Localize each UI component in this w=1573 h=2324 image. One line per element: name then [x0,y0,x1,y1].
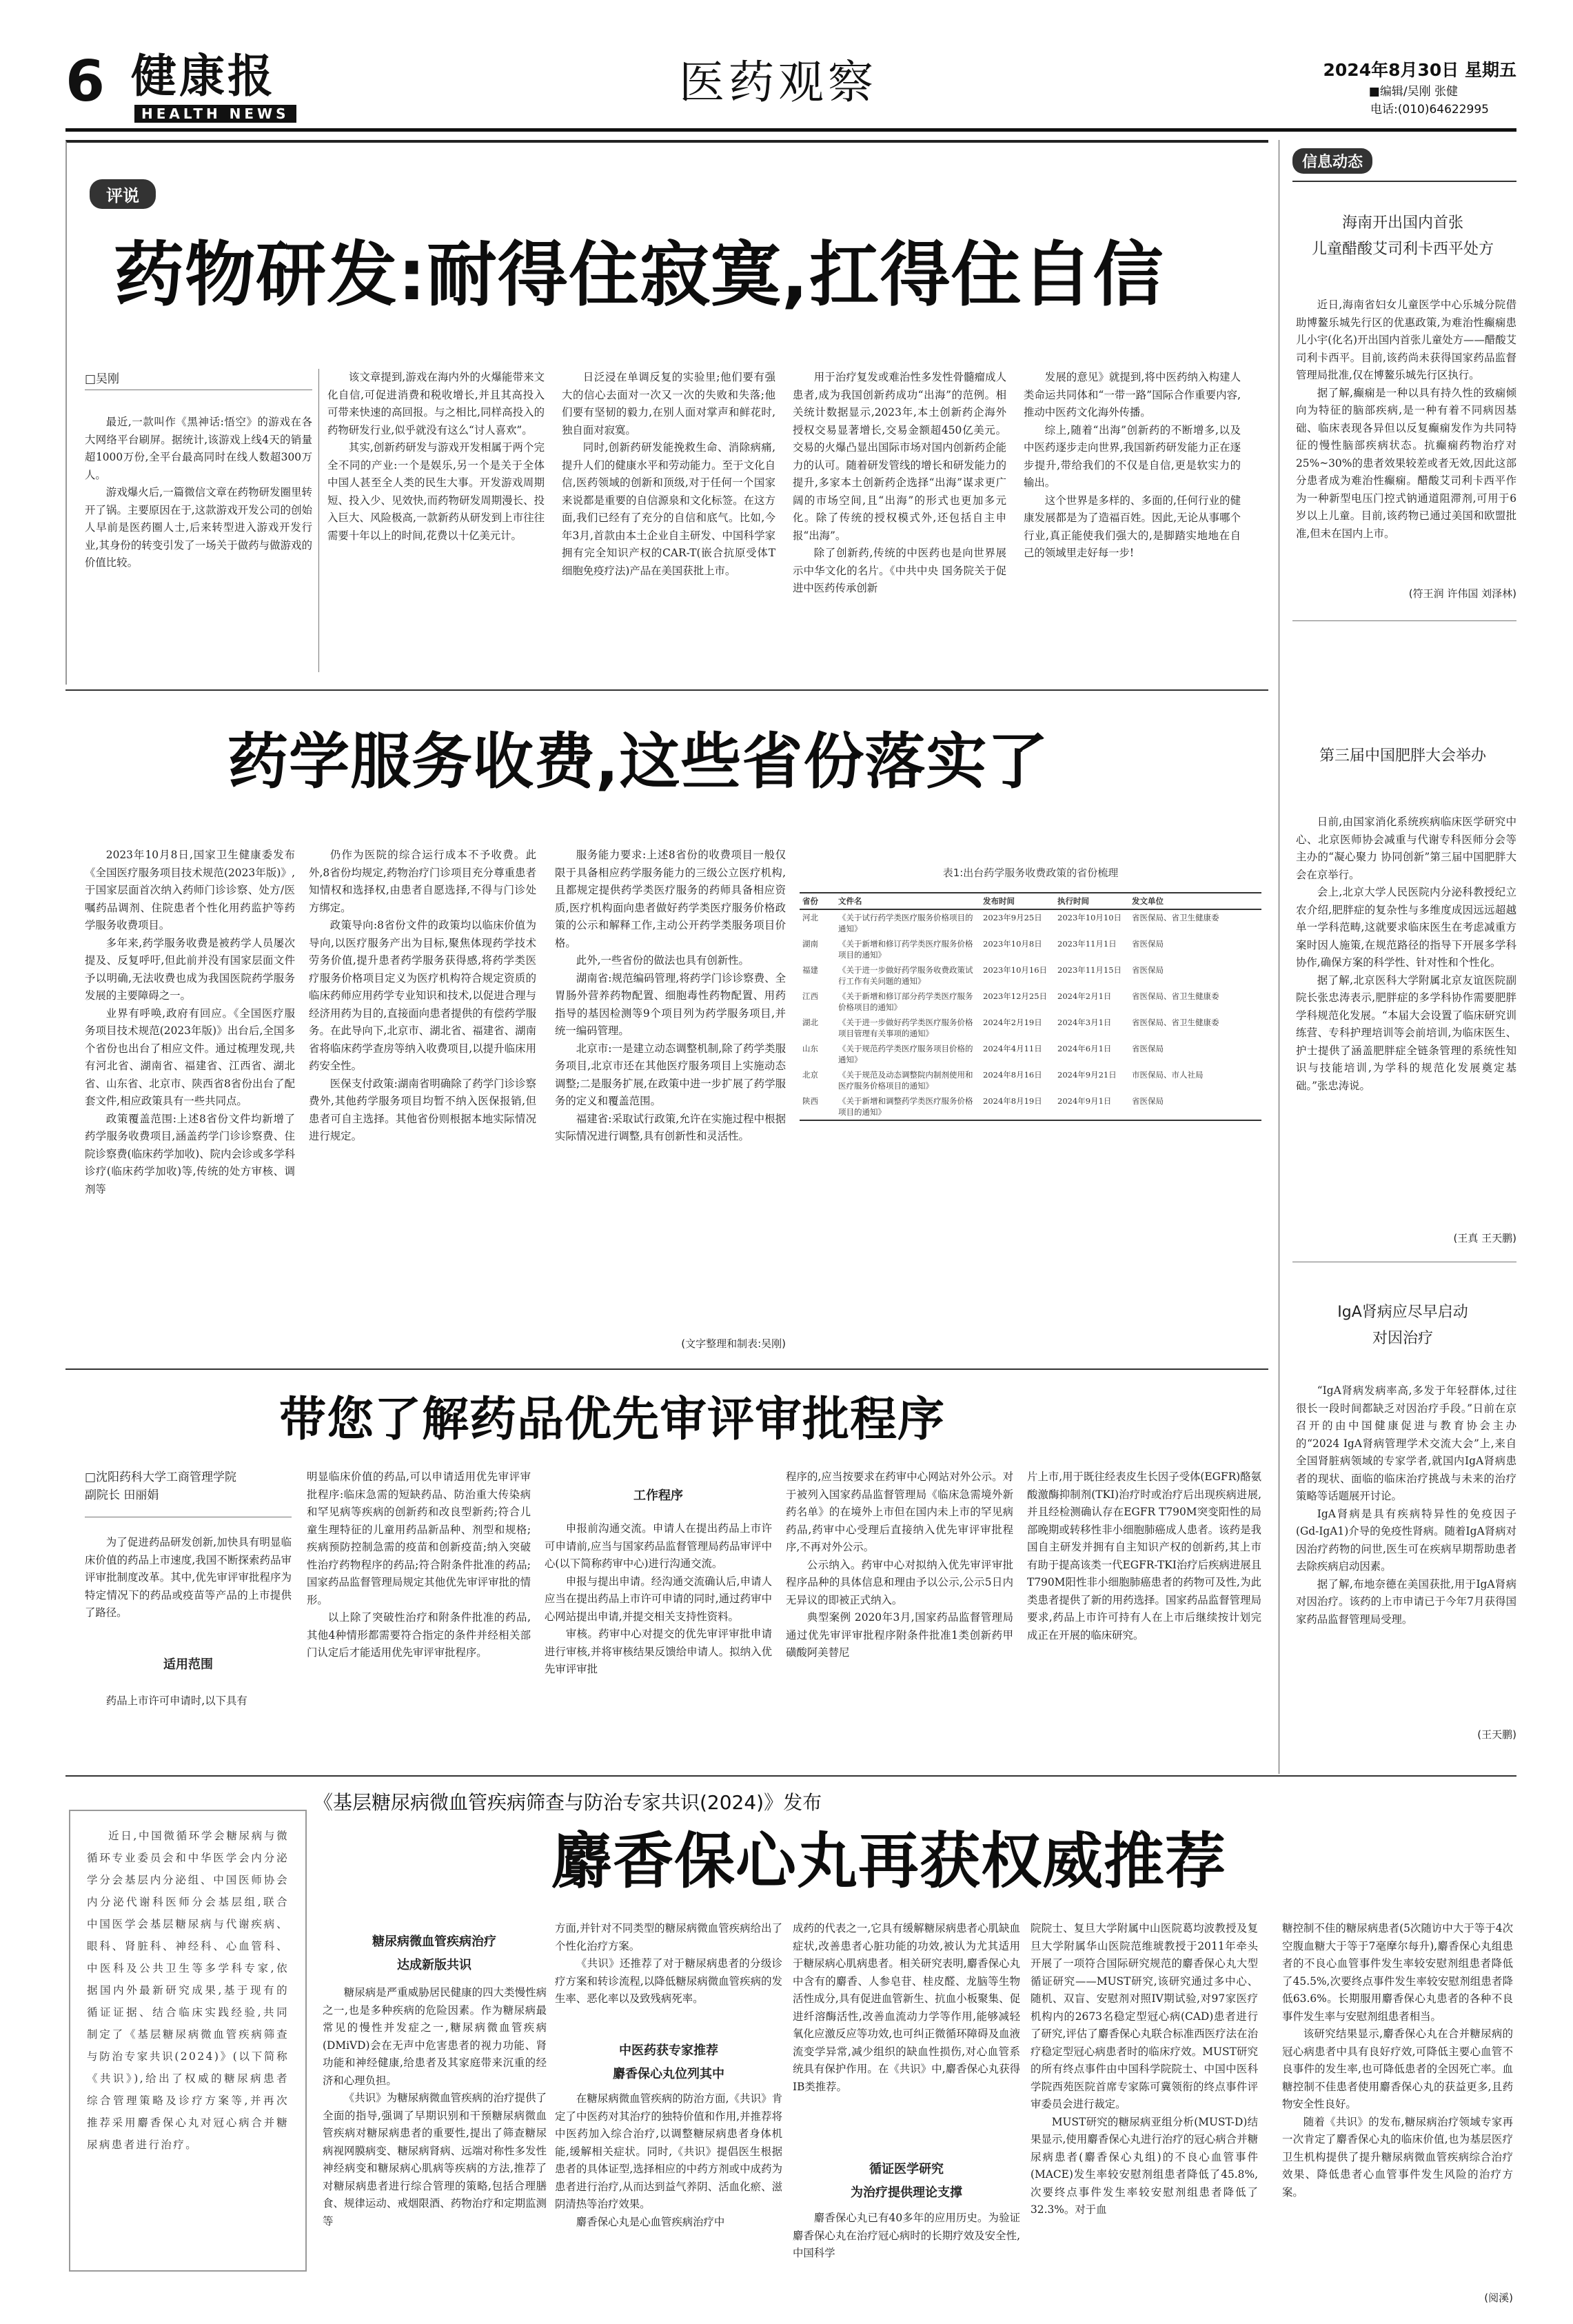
lead-column-1 [85,414,312,683]
article3-byline: □沈阳药科大学工商管理学院 副院长 田丽娟 [85,1471,237,1502]
article2-column-2 [309,847,536,1357]
table-row [800,1041,1261,1067]
a4-c5-p2: 该研究结果显示,麝香保心丸在合并糖尿病的冠心病患者中具有良好疗效,可降低主要心血管不良事件的发生率,也可降低患者的全因死亡率。血糖控制不佳患者使用麝香保心丸的获益更多,且药物安全性良好。 [1282,2028,1513,2110]
table-header-issued: 发布时间 [980,893,1055,909]
a3-c3-p1: 申报前沟通交流。申请人在提出药品上市许可申请前,应当与国家药品监督管理局药品审评中心(以下简称药审中心)进行沟通交流。 [545,1522,772,1570]
lead-c3-p2: 同时,创新药研发能挽救生命、消除病痛,提升人们的健康水平和劳动能力。至于文化自信,医药领域的创新和顶级,对于任何一个国家来说都是重要的自信源泉和文化标签。在这方面,我们已经有了充分的自信和底气。比如,今年3月,首款由本土企业自主研发、中国科学家拥有完全知识产权的CAR-T(嵌合抗原受体T细胞免疫疗法)产品在美国获批上市。 [562,441,775,577]
a3-c5-p1: 片上市,用于既往经表皮生长因子受体(EGFR)酪氨酸激酶抑制剂(TKI)治疗时或治疗后出现疾病进展,并且经检测确认存在EGFR T790M突变阳性的局部晚期或转移性非小细胞肺癌成人患者。该药是我国自主研发并拥有自主知识产权的创新药,其上市有助于提高该类一代EGFR-TKI治疗后疾病进展且T790M阳性非小细胞肺癌患者的药物可及性,为此类患者提供了新的用药选择。国家药品监督管理局要求,药品上市许可持有人在上市后继续按计划完成正在开展的临床研究。 [1027,1471,1261,1641]
table-cell: 2023年11月1日 [1057,939,1117,949]
table-cell: 2024年9月21日 [1057,1070,1117,1080]
lead-c1-p1: 最近,一款叫作《黑神话:悟空》的游戏在各大网络平台刷屏。据统计,该游戏上线4天的销量超1000万份,全平台最高同时在线人数超300万人。 [85,416,312,481]
table-cell: 省医保局、省卫生健康委 [1132,1018,1219,1027]
lead-c5-p2: 综上,随着“出海”创新药的不断增多,以及中医药逐步走向世界,我国新药研发能力正在逐步提升,带给我们的不仅是自信,更是软实力的输出。 [1024,423,1241,489]
a4-c2-p2: 《共识》还推荐了对于糖尿病患者的分级诊疗方案和转诊流程,以降低糖尿病微血管疾病的发生率、恶化率以及致残病死率。 [555,1957,782,2005]
table-cell: 《关于新增和修订部分药学类医疗服务价格项目的通知》 [838,991,973,1012]
a3-c2-p1: 明显临床价值的药品,可以申请适用优先审评审批程序:临床急需的短缺药品、防治重大传染病和罕见病等疾病的创新药和改良型新药;符合儿童生理特征的儿童用药品新品种、剂型和规格;疾病预防控制急需的疫苗和创新疫苗;纳入突破性治疗药物程序的药品;符合附条件批准的药品;国家药品监督管理局规定其他优先审评审批的情形。 [307,1471,531,1606]
article4-subhead-1: 糖尿病微血管疾病治疗 达成新版共识 [372,1934,496,1972]
sidebar-item1-p1: 近日,海南省妇女儿童医学中心乐城分院借助博鳌乐城先行区的优惠政策,为难治性癫痫患儿小宇(化名)开出国内首张儿童处方——醋酸艾司利卡西平。目前,该药尚未获得国家药品监督管理局批准,仅在博鳌乐城先行区执行。 [1296,299,1516,381]
lead-column-2 [327,369,545,672]
table-row [800,1093,1261,1120]
article3-column-2 [307,1468,531,1748]
table-cell: 山东 [802,1044,818,1053]
article4-subhead-2: 中医药获专家推荐 麝香保心丸位列其中 [613,2043,724,2081]
article4-column-2 [555,1920,782,2030]
issue-date: 2024年8月30日 星期五 [1323,60,1516,80]
a4-c5-p3: 随着《共识》的发布,糖尿病治疗领域专家再一次肯定了麝香保心丸的临床价值,也为基层医疗卫生机构提供了提升糖尿病微血管疾病综合治疗效果、降低患者心血管事件发生风险的治疗方案。 [1282,2115,1513,2199]
article3-subhead-procedure: 工作程序 [633,1488,683,1503]
article4-kicker: 《基层糖尿病微血管疾病筛查与防治专家共识(2024)》发布 [314,1791,822,1814]
table-row [800,936,1261,962]
a4-c4-p1: 院院士、复旦大学附属中山医院葛均波教授及复旦大学附属华山医院范维琥教授于2011年牵头开展了一项符合国际研究规范的麝香保心丸大型循证研究——MUST研究,该研究通过多中心、随机、双盲、安慰剂对照IV期试验,对97家医疗机构内的2673名稳定型冠心病(CAD)患者进行了研究,评估了麝香保心丸联合标准西医疗法在治疗稳定型冠心病患者时的临床疗效。MUST研究的所有终点事件由中国科学院院士、中国中医科学院西苑医院首席专家陈可冀领衔的终点事件评审委员会进行裁定。 [1031,1922,1258,2110]
lead-c1-p2: 游戏爆火后,一篇微信文章在药物研发圈里转开了锅。主要原因在于,这款游戏开发公司的创始人早前是医药圈人士,后来转型进入游戏开发行业,其身份的转变引发了一场关于做药与做游戏的价值比较。 [85,486,312,569]
table-row [800,1067,1261,1093]
a2-c3-p5: 福建省:采取试行政策,允许在实施过程中根据实际情况进行调整,具有创新性和灵活性。 [555,1112,786,1142]
table-row [800,1015,1261,1041]
a4-c2b-p1: 在糖尿病微血管疾病的防治方面,《共识》肯定了中医药对其治疗的独特价值和作用,并推荐将中医药加入综合治疗,以调整糖尿病患者身体机能,缓解相关症状。同时,《共识》提倡医生根据患者的具体证型,选择相应的中药方剂或中成药为患者进行治疗,从而达到益气养阴、活血化瘀、滋阴清热等治疗效果。 [555,2092,782,2210]
lead-c2-p2: 其实,创新药研发与游戏开发相属于两个完全不同的产业:一个是娱乐,另一个是关于全体中国人甚至全人类的民生大事。开发游戏周期短、投入少、见效快,而药物研发周期漫长、投入巨大、风险极高,一款新药从研发到上市往往需要十年以上的时间,花费以十亿美元计。 [327,441,545,542]
table-caption: 表1:出台药学服务收费政策的省份梳理 [942,867,1119,879]
commentary-tag: 评说 [90,179,156,209]
article3-column-1b [85,1693,292,1734]
table-cell: 北京 [802,1070,818,1080]
a4-c1-p2: 《共识》为糖尿病微血管疾病的治疗提供了全面的指导,强调了早期识别和干预糖尿病微血管疾病对糖尿病患者的重要性,提出了筛查糖尿病视网膜病变、糖尿病肾病、远端对称性多发性神经病变和糖尿病心肌病等疾病的方法,推荐了对糖尿病患者进行综合管理的策略,包括合理膳食、规律运动、戒烟限酒、药物治疗和定期监测等 [323,2092,547,2227]
article4-credit: (阅溪) [1484,2292,1513,2304]
table-cell: 江西 [802,991,818,1001]
sidebar-item3-title: IgA肾病应尽早启动 对因治疗 [1337,1304,1468,1347]
table-grid [800,892,1261,1121]
a2-c3-p3: 湖南省:规范编码管理,将药学门诊诊察费、全胃肠外营养药物配置、细胞毒性药物配置、用药指导的基因检测等9个项目列为药学服务项目,并统一编码管理。 [555,971,786,1037]
a2-c1-p1: 2023年10月8日,国家卫生健康委发布《全国医疗服务项目技术规范(2023年版)》,于国家层面首次纳入药师门诊诊察、处方/医嘱药品调剂、住院患者个性化用药监护等药学服务收费项目。 [85,849,295,931]
article2-column-3 [555,847,786,1329]
table-cell: 2023年10月8日 [983,939,1042,949]
table-cell: 2023年9月25日 [983,913,1042,922]
sidebar-item2-credit: (王真 王天鹏) [1453,1232,1516,1244]
table-cell: 2024年8月19日 [980,1093,1055,1120]
table-cell: 湖南 [802,939,818,949]
lead-c3-p1: 日泛浸在单调反复的实验里;他们要有强大的信心去面对一次又一次的失败和失落;他们要有坚韧的毅力,在别人面对掌声和鲜花时,独自面对寂寞。 [562,371,775,436]
sidebar-item1-rule [1292,620,1516,621]
sidebar-item3-credit: (王天鹏) [1477,1728,1516,1741]
lead-c2-p1: 该文章提到,游戏在海内外的火爆能带来文化自信,可促进消费和税收增长,并且其高投入可带来快速的高回报。与之相比,同样高投入的药物研发行业,似乎就没有这么“讨人喜欢”。 [327,371,545,436]
a4-c2-p1: 方面,并针对不同类型的糖尿病微血管疾病给出了个性化治疗方案。 [555,1922,782,1952]
table-cell: 省医保局 [1129,1093,1261,1120]
table-cell: 河北 [802,913,818,922]
table-header-effective: 执行时间 [1055,893,1129,909]
table-cell: 福建 [802,965,818,975]
table-cell: 省医保局、省卫生健康委 [1132,991,1219,1001]
table-cell: 省医保局 [1132,939,1164,949]
masthead-rule [65,128,1516,132]
article3-column-5 [1027,1468,1261,1748]
sidebar-item3-p3: 据了解,布地奈德在美国获批,用于IgA肾病对因治疗。该药的上市申请已于今年7月获得国家药品监督管理局受理。 [1296,1577,1516,1626]
a4-c1-p1: 糖尿病是严重威胁居民健康的四大类慢性病之一,也是多种疾病的危险因素。作为糖尿病最常见的慢性并发症之一,糖尿病微血管疾病(DMiVD)会在无声中危害患者的视力功能、肾功能和神经健康,给患者及其家庭带来沉重的经济和心理负担。 [323,1986,547,2087]
a4-c2b-p2: 麝香保心丸是心血管疾病治疗中 [576,2215,725,2228]
article4-subhead-3: 循证医学研究 为治疗提供理论支撑 [851,2162,962,2200]
paper-name: 健康报 [131,49,276,103]
table-header-province: 省份 [800,893,835,909]
sidebar-item2-p3: 据了解,北京医科大学附属北京友谊医院副院长张忠涛表示,肥胖症的多学科协作需要肥胖学科规范化发展。“本届大会设置了临床研究训练营、专科护理培训等会前培训,为临床医生、护士提供了涵盖肥胖症全链条管理的系统性知识与技能培训,为学科的规范化发展奠定基础。”张忠涛说。 [1296,973,1516,1092]
article4-headline: 麝香保心丸再获权威推荐 [551,1826,1227,1897]
lead-byline: □吴刚 [85,372,120,386]
table-cell: 《关于试行药学类医疗服务价格项目的通知》 [838,913,973,933]
phone: 电话:(010)64622995 [1370,103,1489,117]
article3-top-rule [65,1368,1268,1370]
a3-c2-p2: 以上除了突破性治疗和附条件批准的药品,其他4种情形都需要符合指定的条件并经相关部门认定后才能适用优先审评审批程序。 [307,1611,531,1659]
table-cell: 陕西 [800,1093,835,1120]
table-cell: 2023年11月15日 [1057,965,1122,975]
a2-c2-p2: 政策导向:8省份文件的政策均以临床价值为导向,以医疗服务产出为目标,聚焦体现药学技术劳务价值,提升患者药学服务获得感,将药学类医疗服务价格项目定义为医疗机构符合规定资质的临床药师应用药学专业知识和技术,以促进合理与经济用药为目的,直接面向患者提供的有偿药学服务。在此导向下,北京市、湖北省、福建省、湖南省将临床药学查房等纳入收费项目,以提升临床用药安全性。 [309,919,536,1072]
article4-intro-box [69,1810,307,2272]
article4-column-1 [323,1984,547,2287]
sidebar-item1-credit: (符王润 许伟国 刘泽林) [1408,587,1516,600]
a3-c1b-p1: 药品上市许可申请时,以下具有 [105,1695,247,1707]
a2-c3-p1: 服务能力要求:上述8省份的收费项目一般仅限于具备相应药学服务能力的三级公立医疗机构,且都规定提供药学类医疗服务的药师具备相应资质,医疗机构面向患者做好药学类医疗服务价格政策的公示和解释工作,主动公开药学类服务项目价格。 [555,849,786,949]
table-header-document: 文件名 [835,893,980,909]
table-cell: 湖北 [802,1018,818,1027]
table-cell: 《关于规范药学类医疗服务项目价格的通知》 [838,1044,973,1064]
lead-c4-p2: 除了创新药,传统的中医药也是向世界展示中华文化的名片。《中共中央 国务院关于促进中医药传承创新 [793,547,1006,594]
lead-headline: 药物研发:耐得住寂寞,扛得住自信 [114,234,1164,316]
table-row [800,989,1261,1015]
lead-column-5 [1024,369,1241,672]
a4-c4-p2: MUST研究的糖尿病亚组分析(MUST-D)结果显示,使用麝香保心丸进行治疗的冠心病合并糖尿病患者(麝香保心丸组)的不良心血管事件(MACE)发生率较安慰剂组患者降低了45.8%,次要终点事件发生率较安慰剂组患者降低了32.3%。对于血 [1031,2115,1258,2216]
table-header-row [800,893,1261,909]
sidebar-item3-p2: IgA肾病是具有疾病特异性的免疫因子(Gd-IgA1)介导的免疫性肾病。随着IgA肾病对因治疗药物的问世,医生可在疾病早期帮助患者去除疾病启动因素。 [1296,1507,1516,1573]
page-number: 6 [65,49,105,114]
table-cell: 2023年10月10日 [1057,913,1122,922]
a4-c5-p1: 糖控制不佳的糖尿病患者(5次随访中大于等于4次空腹血糖大于等于7毫摩尔每升),麝香保心丸组患者的不良心血管事件发生率较安慰剂组患者降低了45.5%,次要终点事件发生率较安慰剂组患者降低63.6%。长期服用麝香保心丸患者的各种不良事件发生率与安慰剂组患者相当。 [1282,1922,1513,2023]
table-cell: 《关于进一步做好药学服务收费政策试行工作有关问题的通知》 [838,965,973,986]
sidebar-item1-title: 海南开出国内首张 儿童醋酸艾司利卡西平处方 [1311,214,1494,258]
a3-c3-p2: 申报与提出申请。经沟通交流确认后,申请人应当在提出药品上市许可申请的同时,通过药审中心网站提出申请,并提交相关支持性资料。 [545,1575,772,1623]
sidebar-tag: 信息动态 [1292,148,1372,174]
a2-c1-p3: 业界有呼唤,政府有回应。《全国医疗服务项目技术规范(2023年版)》出台后,全国多个省份也出台了相应文件。通过梳理发现,共有河北省、湖南省、福建省、江西省、湖北省、山东省、北京市、陕西省8省份出台了配套文件,相应政策具有一些共同点。 [85,1007,295,1107]
a2-c3-p2: 此外,一些省份的做法也具有创新性。 [576,954,749,967]
table-cell: 省医保局 [1132,965,1164,975]
a3-c4-p1: 程序的,应当按要求在药审中心网站对外公示。对于被列入国家药品监督管理局《临床急需境外新药名单》的在境外上市但在国内未上市的罕见病药品,药审中心受理后直接纳入优先审评审批程序,不再对外公示。 [786,1471,1013,1553]
a4-c3b-p1: 麝香保心丸已有40多年的应用历史。为验证麝香保心丸在治疗冠心病时的长期疗效及安全性,中国科学 [793,2212,1020,2259]
lead-divider-1 [318,369,319,672]
table-cell: 省医保局、省卫生健康委 [1132,913,1219,922]
article4-intro: 近日,中国微循环学会糖尿病与微循环专业委员会和中华医学会内分泌学分会基层内分泌组、中国医师协会内分泌代谢科医师分会基层组,联合中国医学会基层糖尿病与代谢疾病、眼科、肾脏科、神经科、心血管科、中医科及公共卫生等多学科专家,依据国内外最新研究成果,基于现有的循证证据、结合临床实践经验,共同制定了《基层糖尿病微血管疾病筛查与防治专家共识(2024)》(以下简称《共识》),给出了权威的糖尿病患者综合管理策略及诊疗方案等,并再次推荐采用麝香保心丸对冠心病合并糖尿病患者进行治疗。 [87,1830,289,2151]
article4-column-3b [793,2210,1020,2289]
table-cell: 省医保局 [1132,1044,1164,1053]
lead-c4-p1: 用于治疗复发或难治性多发性骨髓瘤成人患者,成为我国创新药成功“出海”的范例。相关统计数据显示,2023年,本土创新药企海外授权交易显著增长,交易金额超450亿美元。交易的火爆凸显出国际市场对国内创新药企能力的认可。随着研发管线的增长和研发能力的提升,多家本土创新药企选择“出海”谋求更广阔的市场空间,且“出海”的形式也更加多元化。除了传统的授权模式外,还包括自主申报“出海”。 [793,371,1006,542]
a3-c4-p2: 公示纳入。药审中心对拟纳入优先审评审批程序品种的具体信息和理由予以公示,公示5日内无异议的即被正式纳入。 [786,1558,1013,1606]
a2-c2-p3: 医保支付政策:湖南省明确除了药学门诊诊察费外,其他药学服务项目均暂不纳入医保报销,但患者可自主选择。其他省份则根据本地实际情况进行规定。 [309,1077,536,1142]
a2-c1-p4: 政策覆盖范围:上述8省份文件均新增了药学服务收费项目,涵盖药学门诊诊察费、住院诊察费(临床药学加收)、院内会诊或多学科诊疗(临床药学加收)等,传统的处方审核、调剂等 [85,1112,295,1195]
article3-headline: 带您了解药品优先审评审批程序 [279,1393,946,1447]
editors: ■编辑/吴刚 张健 [1368,85,1458,99]
article3-column-1 [85,1534,292,1627]
fee-policy-table [800,865,1261,1320]
masthead [65,41,1516,124]
table-cell: 2024年8月16日 [983,1070,1042,1080]
article4-column-5 [1282,1920,1513,2285]
table-cell: 市医保局、市人社局 [1132,1070,1204,1080]
sidebar-item1-p2: 据了解,癫痫是一种以具有持久性的致痫倾向为特征的脑部疾病,是一种有着不同病因基础、临床表现各异但以反复癫痫发作为共同特征的慢性脑部疾病状态。抗癫痫药物治疗对25%~30%的患者效果较差或者无效,因此这部分患者成为难治性癫痫。醋酸艾司利卡西平作为一种新型电压门控式钠通道阻滞剂,可用于6岁以上儿童。目前,该药物已通过美国和欧盟批准,但未在国内上市。 [1296,386,1516,540]
lead-c5-p1: 发展的意见》就提到,将中医药纳入构建人类命运共同体和“一带一路”国际合作重要内容,推动中医药文化海外传播。 [1024,371,1241,418]
table-cell: 《关于进一步做好药学类医疗服务价格项目管理有关事项的通知》 [838,1018,973,1038]
paper-name-en: HEALTH NEWS [134,105,296,123]
a2-c1-p2: 多年来,药学服务收费是被药学人员屡次提及、反复呼吁,但此前并没有国家层面文件予以明确,无法收费也成为我国医院药学服务发展的主要障碍之一。 [85,936,295,1002]
article4-column-4 [1031,1920,1258,2289]
a3-c3-p3: 审核。药审中心对提交的优先审评审批申请进行审核,并将审核结果反馈给申请人。拟纳入优先审评审批 [545,1628,772,1675]
lead-c5-p3: 这个世界是多样的、多面的,任何行业的健康发展都是为了造福百姓。因此,无论从事哪个行业,真正能使我们强大的,是脚踏实地地在自己的领域里走好每一步! [1024,494,1241,559]
sidebar-item1-body [1296,296,1516,583]
table-cell: 《关于新增和调整药学类医疗服务价格项目的通知》 [835,1093,980,1120]
article2-headline: 药学服务收费,这些省份落实了 [227,726,1049,797]
sidebar-item3-body [1296,1382,1516,1699]
article2-source: (文字整理和制表:吴刚) [681,1337,786,1350]
sidebar-tag-rule [1292,181,1516,182]
article3-column-3 [545,1520,772,1748]
a2-c3-p4: 北京市:一是建立动态调整机制,除了药学类服务项目,北京市还在其他医疗服务项目上实施动态调整;二是服务扩展,在政策中进一步扩展了药学服务的定义和覆盖范围。 [555,1042,786,1107]
table-cell: 《关于规范及动态调整院内制剂使用和医疗服务价格项目的通知》 [838,1070,973,1091]
sidebar-item2-title: 第三届中国肥胖大会举办 [1319,747,1486,765]
table-cell: 2023年12月25日 [983,991,1048,1001]
article4-top-rule [65,1775,1516,1777]
table-body [800,909,1261,1120]
table-cell: 2024年9月1日 [1055,1093,1129,1120]
table-cell: 2023年10月16日 [983,965,1048,975]
table-cell: 《关于新增和修订药学类医疗服务价格项目的通知》 [838,939,973,960]
sidebar-item2-p1: 日前,由国家消化系统疾病临床医学研究中心、北京医师协会减重与代谢专科医师分会等主办的“凝心聚力 协同创新”第三届中国肥胖大会在京举行。 [1296,816,1516,881]
article3-column-4 [786,1468,1013,1748]
article4-column-3 [793,1920,1020,2151]
a4-c3-p1: 成药的代表之一,它具有缓解糖尿病患者心肌缺血症状,改善患者心脏功能的功效,被认为尤其适用于糖尿病心肌病患者。相关研究表明,麝香保心丸中含有的麝香、人参皂苷、桂皮醛、龙脑等生物活性成分,具有促进血管新生、抗血小板聚集、促进纤溶酶活性,改善血流动力学等作用,能够减轻氧化应激反应等功效,也可纠正微循环障碍及血液流变学异常,减少组织的缺血性损伤,对心血管系统具有保护作用。在《共识》中,麝香保心丸获得IB类推荐。 [793,1922,1020,2093]
table-row [800,962,1261,989]
table-header-issuer: 发文单位 [1129,893,1261,909]
sidebar-item2-body [1296,814,1516,1117]
article3-subhead-scope: 适用范围 [163,1657,213,1672]
a3-c4-p3: 典型案例 2020年3月,国家药品监督管理局通过优先审评审批程序附条件批准1类创新药甲磺酸阿美替尼 [786,1611,1013,1659]
section-title: 医药观察 [679,56,877,109]
article2-top-rule [65,689,1268,691]
sidebar-item2-p2: 会上,北京大学人民医院内分泌科教授纪立农介绍,肥胖症的复杂性与多维度成因远远超越单一学科范畴,这就要求临床医生在考虑减重方案时因人施策,在规范路径的指导下开展多学科协作,确保方案的科学性、针对性和个性化。 [1296,886,1516,969]
table-row [800,909,1261,936]
article2-column-1 [85,847,295,1357]
a2-c2-p1: 仍作为医院的综合运行成本不予收费。此外,8省份均规定,药物治疗门诊项目充分尊重患者知情权和选择权,由患者自愿选择,不得与门诊处方绑定。 [309,849,536,914]
sidebar-item3-p1: “IgA肾病发病率高,多发于年轻群体,过往很长一段时间都缺乏对因治疗手段。”日前在京召开的由中国健康促进与教育协会主办的“2024 IgA肾病管理学术交流大会”上,来自全国肾脏病领域的专家学者,就国内IgA肾病患者的现状、面临的临床治疗挑战与未来的治疗策略等话题展开讨论。 [1296,1384,1516,1502]
table-cell: 2024年6月1日 [1057,1044,1112,1053]
table-cell: 2024年3月1日 [1057,1018,1112,1027]
table-cell: 2024年2月1日 [1057,991,1112,1001]
article4-column-2b [555,2090,782,2290]
table-cell: 2024年4月11日 [983,1044,1042,1053]
a3-c1-p1: 为了促进药品研发创新,加快具有明显临床价值的药品上市速度,我国不断探索药品审评审批制度改革。其中,优先审评审批程序为特定情况下的药品或疫苗等产品的上市提供了路径。 [85,1536,292,1619]
lead-column-4 [793,369,1006,672]
lead-column-3 [562,369,775,672]
table-cell: 2024年2月19日 [983,1018,1042,1027]
